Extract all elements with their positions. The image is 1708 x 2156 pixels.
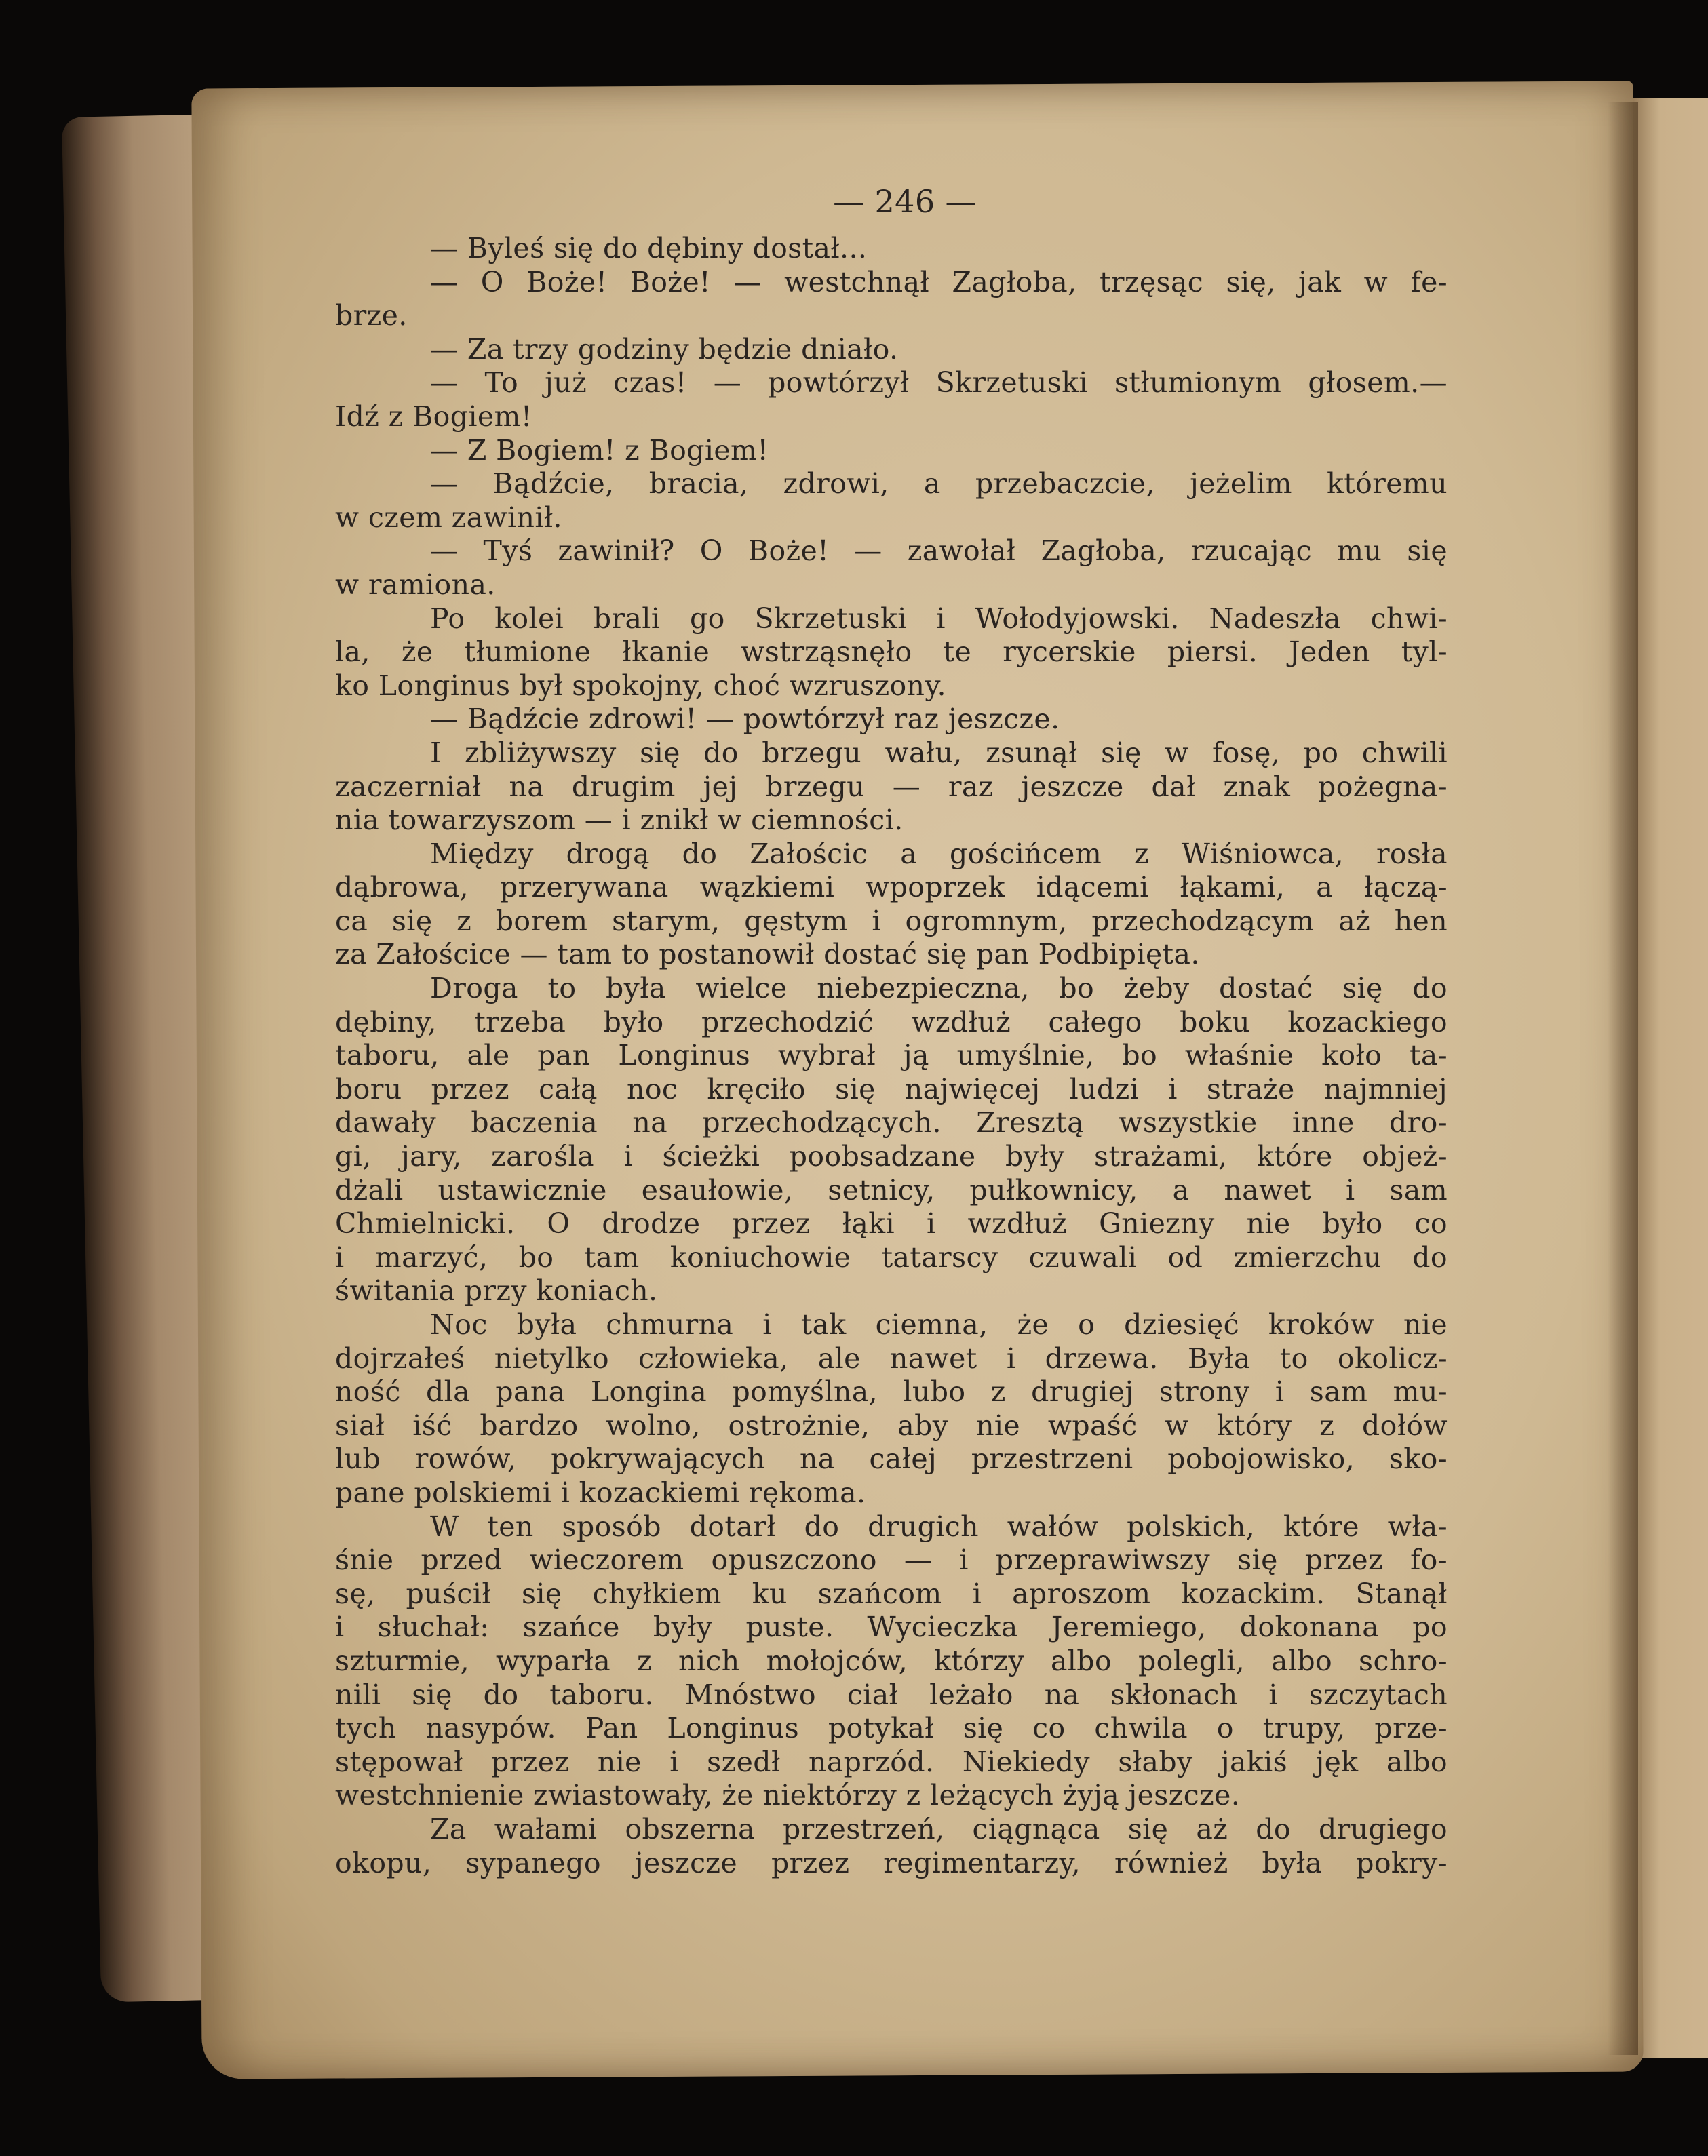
text-line: — Za trzy godziny będzie dniało. <box>430 332 899 366</box>
text-line: dąbrowa, przerywana wązkiemi wpoprzek idącemi łąkami, a łączą- <box>335 871 1448 904</box>
text-line: w ramiona. <box>335 568 496 601</box>
text-line: dojrzałeś nietylko człowieka, ale nawet i drzewa. Była to okolicz- <box>335 1341 1448 1375</box>
text-line: lub rowów, pokrywających na całej przestrzeni pobojowisko, sko- <box>335 1443 1448 1476</box>
text-line: i słuchał: szańce były puste. Wycieczka Jeremiego, dokonana po <box>335 1611 1448 1644</box>
text-line: szturmie, wyparła z nich mołojców, którzy albo polegli, albo schro- <box>335 1644 1448 1677</box>
text-line: I zbliżywszy się do brzegu wału, zsunął się w fosę, po chwili <box>430 736 1448 769</box>
page-text <box>335 178 1448 1880</box>
text-line: — To już czas! — powtórzył Skrzetuski stłumionym głosem.— <box>430 366 1448 399</box>
text-line: — Byleś się do dębiny dostał... <box>430 232 868 264</box>
text-line: boru przez całą noc kręciło się najwięcej ludzi i straże najmniej <box>335 1072 1448 1105</box>
text-line: świtania przy koniach. <box>335 1274 658 1308</box>
text-line: Noc była chmurna i tak ciemna, że o dziesięć kroków nie <box>430 1308 1448 1341</box>
text-line: la, że tłumione łkanie wstrząsnęło te rycerskie piersi. Jeden tyl- <box>335 635 1448 669</box>
text-line: gi, jary, zarośla i ścieżki poobsadzane były strażami, które objeż- <box>335 1140 1448 1173</box>
text-line: ca się z borem starym, gęstym i ogromnym, przechodzącym aż hen <box>335 904 1448 937</box>
text-line: Droga to była wielce niebezpieczna, bo żeby dostać się do <box>430 972 1448 1005</box>
text-line: pane polskiemi i kozackiemi rękoma. <box>335 1476 866 1509</box>
text-line: Między drogą do Załościc a gościńcem z Wiśniowca, rosła <box>430 837 1448 870</box>
text-line: taboru, ale pan Longinus wybrał ją umyślnie, bo właśnie koło ta- <box>335 1039 1448 1072</box>
text-line: siał iść bardzo wolno, ostrożnie, aby nie wpaść w który z dołów <box>335 1409 1448 1442</box>
text-line: Chmielnicki. O drodze przez łąki i wzdłuż Gniezny nie było co <box>335 1207 1448 1240</box>
text-line: okopu, sypanego jeszcze przez regimentarzy, również była pokry- <box>335 1846 1448 1879</box>
text-line: ność dla pana Longina pomyślna, lubo z drugiej strony i sam mu- <box>335 1375 1448 1409</box>
text-line: w czem zawinił. <box>335 501 562 534</box>
page-gutter-shadow <box>1608 102 1638 2055</box>
text-lines <box>335 232 1448 1880</box>
text-line: Idź z Bogiem! <box>335 399 532 433</box>
text-line: tych nasypów. Pan Longinus potykał się co chwila o trupy, prze- <box>335 1712 1448 1745</box>
text-line: — Tyś zawinił? O Boże! — zawołał Zagłoba, rzucając mu się <box>430 534 1448 568</box>
text-line: westchnienie zwiastowały, że niektórzy z leżących żyją jeszcze. <box>335 1779 1241 1812</box>
text-line: Po kolei brali go Skrzetuski i Wołodyjowski. Nadeszła chwi- <box>430 602 1448 635</box>
text-line: sę, puścił się chyłkiem ku szańcom i aproszom kozackim. Stanął <box>335 1577 1448 1610</box>
text-line: i marzyć, bo tam koniuchowie tatarscy czuwali od zmierzchu do <box>335 1240 1448 1274</box>
text-line: za Załościce — tam to postanowił dostać się pan Podbipięta. <box>335 938 1200 971</box>
text-line: zaczerniał na drugim jej brzegu — raz jeszcze dał znak pożegna- <box>335 770 1448 803</box>
text-line: nia towarzyszom — i znikł w ciemności. <box>335 804 904 837</box>
page-number: — 246 — <box>833 183 977 220</box>
text-line: dębiny, trzeba było przechodzić wzdłuż całego boku kozackiego <box>335 1005 1448 1038</box>
text-line: — Z Bogiem! z Bogiem! <box>430 433 769 467</box>
text-line: dawały baczenia na przechodzących. Zresztą wszystkie inne dro- <box>335 1106 1448 1139</box>
text-line: brze. <box>335 299 408 332</box>
text-line: — Bądźcie zdrowi! — powtórzył raz jeszcze. <box>430 703 1060 736</box>
text-line: W ten sposób dotarł do drugich wałów polskich, które wła- <box>430 1510 1448 1543</box>
text-line: stępował przez nie i szedł naprzód. Niekiedy słaby jakiś jęk albo <box>335 1745 1448 1778</box>
text-line: — Bądźcie, bracia, zdrowi, a przebaczcie, jeżelim któremu <box>430 467 1448 501</box>
text-line: nili się do taboru. Mnóstwo ciał leżało na skłonach i szczytach <box>335 1678 1448 1711</box>
text-line: śnie przed wieczorem opuszczono — i przeprawiwszy się przez fo- <box>335 1544 1448 1577</box>
text-line: dżali ustawicznie esaułowie, setnicy, pułkownicy, a nawet i sam <box>335 1173 1448 1207</box>
text-line: — O Boże! Boże! — westchnął Zagłoba, trzęsąc się, jak w fe- <box>430 265 1448 298</box>
text-line: ko Longinus był spokojny, choć wzruszony. <box>335 669 946 702</box>
text-line: Za wałami obszerna przestrzeń, ciągnąca się aż do drugiego <box>430 1812 1448 1845</box>
